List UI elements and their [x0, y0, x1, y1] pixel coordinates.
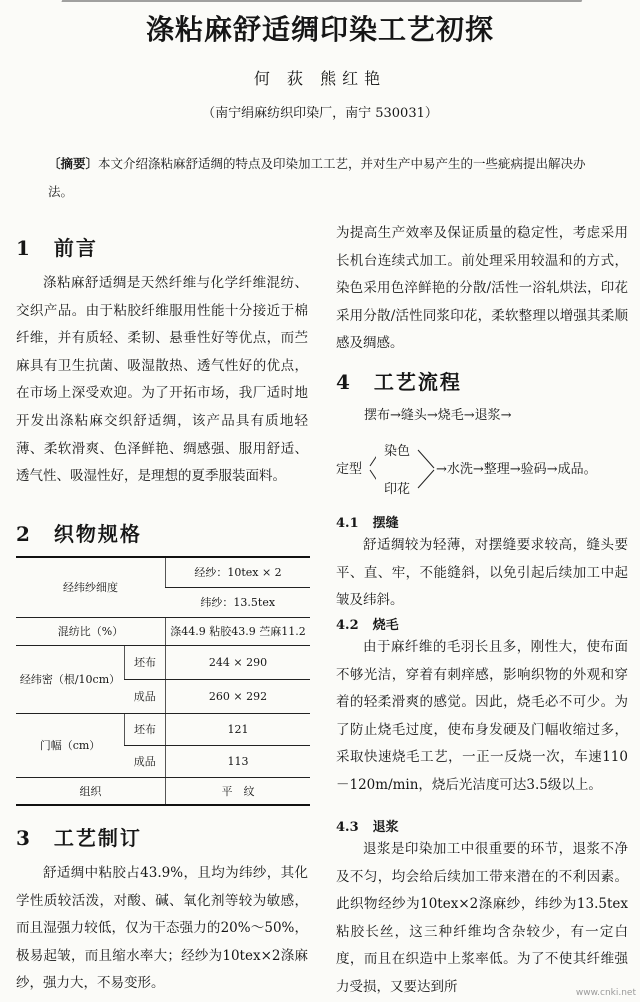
section-title: 工艺流程 — [373, 370, 462, 394]
section-2-heading — [16, 518, 308, 547]
merge-line-down — [418, 470, 434, 488]
watermark: www.cnki.net — [575, 988, 636, 998]
flow-merge-arrows — [416, 444, 438, 496]
table-cell-value: 260 × 292 — [166, 679, 311, 713]
table-cell-label: 经纬密（根/10cm） — [16, 645, 125, 713]
subsection-4-2-body: 由于麻纤维的毛羽长且多，刚性大，使布面不够光洁，穿着有刺痒感，影响织物的外观和穿着的轻柔滑爽的感觉。因此，烧毛必不可少。为了防止烧毛过度，使布身发硬及门幅收缩过多，采取快速烧毛工艺，一正一反烧一次，车速110－120m/min，烧后光洁度可达3.5级以上。 — [336, 639, 628, 793]
section-number: 3 — [16, 826, 32, 850]
subsection-4-1-body: 舒适绸较为轻薄，对摆缝要求较高，缝头要平、直、牢，不能缝斜，以免引起后续加工中起皱及纬斜。 — [336, 537, 628, 609]
table-cell-value: 121 — [166, 713, 311, 745]
section-1-heading — [16, 232, 308, 261]
table-row — [16, 645, 310, 679]
flow-branch-print: 印花 — [384, 482, 411, 497]
table-row — [16, 557, 310, 587]
branch-line-down — [370, 470, 376, 482]
table-cell-label: 经纬纱细度 — [16, 557, 166, 617]
table-cell-label: 门幅（cm） — [16, 713, 125, 777]
subsection-4-3-body: 退浆是印染加工中很重要的环节，退浆不净及不匀，均会给后续加工带来潜在的不利因素。此织物经纱为10tex×2涤麻纱，纬纱为13.5tex粘胶长丝，这三种纤维均含杂较少，有一定白度，而且在织造中上浆率低。为了不使其纤维强力受损，又要达到所 — [336, 841, 628, 995]
subsection-4-1-heading — [336, 512, 628, 531]
subsection-title: 退浆 — [372, 820, 399, 835]
subsection-number: 4.2 — [336, 618, 359, 633]
flow-tail: →水洗→整理→验码→成品。 — [436, 462, 597, 477]
table-row — [16, 617, 310, 645]
subsection-4-2-heading — [336, 614, 628, 633]
table-cell-subname: 坯布 — [125, 713, 166, 745]
paper-title: 涤粘麻舒适绸印染工艺初探 — [145, 13, 494, 46]
authors: 何 荻 熊红艳 — [253, 69, 387, 88]
flow-branch-dye: 染色 — [384, 444, 411, 459]
section-title: 前言 — [53, 236, 98, 260]
table-cell-subname: 成品 — [125, 745, 166, 777]
affiliation: （南宁绢麻纺织印染厂，南宁 530031） — [202, 106, 438, 121]
subsection-number: 4.3 — [336, 820, 359, 835]
table-row — [16, 713, 310, 745]
subsection-4-3-heading — [336, 816, 628, 835]
table-cell-value: 244 × 290 — [166, 645, 311, 679]
flow-line-1: 摆布→缝头→烧毛→退浆→ — [364, 408, 512, 423]
table-cell-label: 混纺比（%） — [16, 617, 166, 645]
branch-line-up — [370, 454, 376, 466]
subsection-title: 烧毛 — [372, 618, 399, 633]
flow-start: 定型 — [336, 462, 363, 477]
section-4-heading — [336, 366, 628, 395]
table-cell-subname: 坯布 — [125, 645, 166, 679]
table-cell-label: 组织 — [16, 777, 166, 805]
section-number: 4 — [336, 370, 352, 394]
abstract — [48, 150, 608, 206]
right-column-continuation: 为提高生产效率及保证质量的稳定性，考虑采用长机台连续式加工。前处理采用较温和的方式，染色采用色淬鲜艳的分散/活性一浴轧烘法，印花采用分散/活性同浆印花，柔软整理以增强其柔顺感及绸感。 — [336, 225, 628, 352]
subsection-number: 4.1 — [336, 516, 359, 531]
section-number: 2 — [16, 522, 32, 546]
table-cell-subname: 成品 — [125, 679, 166, 713]
merge-line-up — [418, 450, 434, 468]
table-cell-value: 113 — [166, 745, 311, 777]
section-3-body: 舒适绸中粘胶占43.9%，且均为纬纱，其化学性质较活泼，对酸、碱、氧化剂等较为敏感，而且湿强力较低，仅为干态强力的20%～50%，极易起皱，而且缩水率大；经纱为10tex×2涤麻纱，强力大，不易变形。 — [16, 865, 308, 992]
abstract-label: 〔摘要〕 — [48, 156, 99, 171]
section-number: 1 — [16, 236, 32, 260]
section-title: 织物规格 — [53, 522, 142, 546]
abstract-text: 本文介绍涤粘麻舒适绸的特点及印染加工工艺，并对生产中易产生的一些疵病提出解决办法。 — [48, 156, 586, 199]
fabric-spec-table — [16, 556, 310, 806]
table-cell-value: 纬纱：13.5tex — [166, 587, 311, 617]
table-cell-value: 平 纹 — [166, 777, 311, 805]
table-cell-value: 涤44.9 粘胶43.9 苎麻11.2 — [166, 617, 311, 645]
table-cell-value: 经纱：10tex × 2 — [166, 557, 311, 587]
table-row — [16, 777, 310, 805]
section-3-heading — [16, 822, 308, 851]
subsection-title: 摆缝 — [372, 516, 399, 531]
section-title: 工艺制订 — [53, 826, 142, 850]
section-1-body: 涤粘麻舒适绸是天然纤维与化学纤维混纺、交织产品。由于粘胶纤维服用性能十分接近于棉纤维，并有质轻、柔韧、悬垂性好等优点，而苎麻具有卫生抗菌、吸湿散热、透气性好的优点，在市场上深受欢迎。为了开拓市场，我厂适时地开发出涤粘麻交织舒适绸，该产品具有质地轻薄、柔软滑爽、色泽鲜艳、绸感强、服用舒适、透气性、吸湿性好，是理想的夏季服装面料。 — [16, 275, 308, 485]
